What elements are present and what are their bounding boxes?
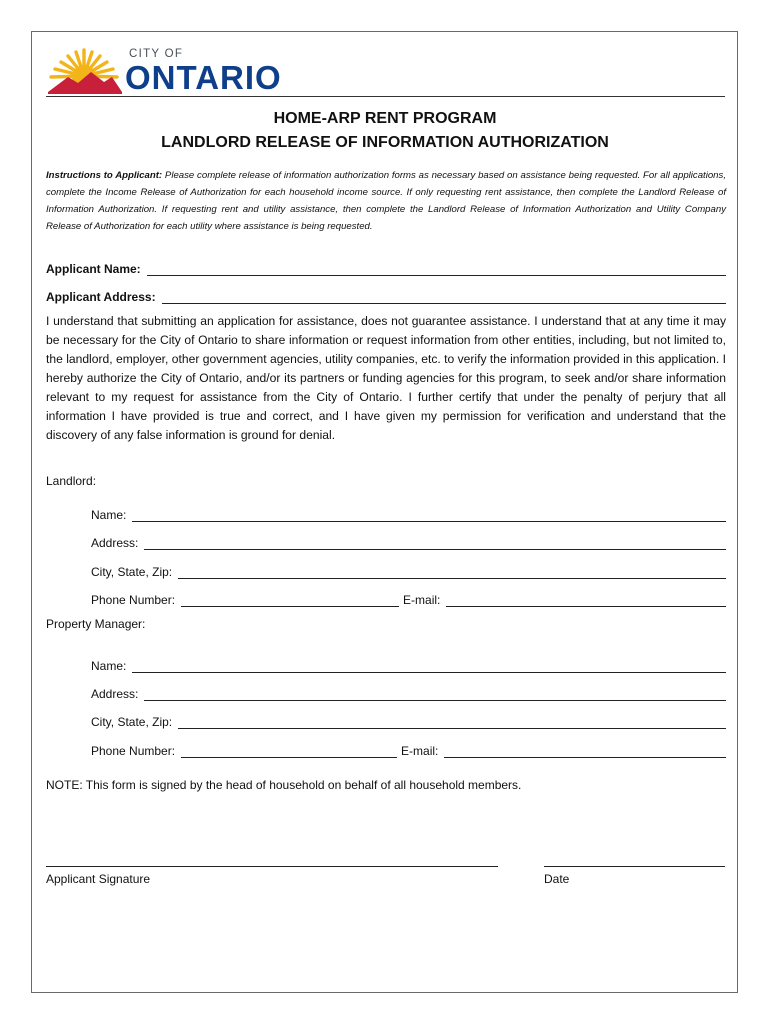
city-of-ontario-logo — [46, 46, 296, 98]
applicant-name-label: Applicant Name: — [46, 262, 141, 276]
landlord-phone-field[interactable] — [181, 593, 399, 607]
pm-city-row — [91, 709, 726, 729]
form-subtitle: LANDLORD RELEASE OF INFORMATION AUTHORIZATION — [161, 134, 609, 151]
instructions-body: Please complete release of information authorization forms as necessary based on assistance being requested. For all applications, complete the Income Release of Authorization for each household income source. If only requesting rent assistance, then complete the Landlord Release of Information Authorization. If requesting rent and utility assistance, then complete the Landlord Release of Information Authorization and Utility Company Release of Authorization for each utility where assistance is being requested. — [46, 170, 726, 232]
pm-city-state-zip-field[interactable] — [178, 715, 726, 729]
instructions-lead: Instructions to Applicant: — [46, 170, 163, 181]
applicant-address-field[interactable] — [162, 290, 726, 304]
pm-phone-label: Phone Number: — [91, 744, 176, 758]
pm-phone-field[interactable] — [181, 744, 397, 758]
landlord-phone-label: Phone Number: — [91, 593, 176, 607]
pm-name-label: Name: — [91, 659, 127, 673]
landlord-address-label: Address: — [91, 536, 139, 550]
applicant-address-label: Applicant Address: — [46, 290, 156, 304]
pm-address-row — [91, 681, 726, 701]
landlord-email-label: E-mail: — [403, 593, 441, 607]
pm-email-label: E-mail: — [401, 744, 439, 758]
logo-ontario: ONTARIO — [125, 59, 282, 96]
pm-name-field[interactable] — [132, 659, 726, 673]
logo-city-of: CITY OF — [129, 48, 184, 60]
pm-address-field[interactable] — [144, 687, 726, 701]
pm-contact-row — [91, 738, 726, 758]
applicant-signature-line[interactable] — [46, 866, 498, 867]
landlord-email-field[interactable] — [446, 593, 726, 607]
landlord-name-field[interactable] — [132, 508, 726, 522]
header-divider — [46, 96, 725, 97]
applicant-signature-label: Applicant Signature — [46, 872, 151, 886]
pm-city-label: City, State, Zip: — [91, 715, 173, 729]
pm-email-field[interactable] — [444, 744, 726, 758]
landlord-name-row — [91, 502, 726, 522]
pm-address-label: Address: — [91, 687, 139, 701]
consent-paragraph: I understand that submitting an application for assistance, does not guarantee assistance. I understand that at any time it may be necessary for the City of Ontario to share information or request information from other entities, including, but not limited to, the landlord, employer, other government agencies, utility companies, etc. to verify the information provided in this application. I hereby authorize the City of Ontario, and/or its partners or funding agencies for this program, to seek and/or share information relevant to my request for assistance from the City of Ontario. I further certify that under the penalty of perjury that all information I have provided is true and correct, and I have given my permission for verification and understand that the discovery of any false information is ground for denial. — [46, 314, 726, 442]
household-note: NOTE: This form is signed by the head of household on behalf of all household members. — [46, 778, 522, 792]
property-manager-heading: Property Manager: — [46, 617, 146, 631]
landlord-contact-row — [91, 587, 726, 607]
date-line[interactable] — [544, 866, 725, 867]
date-label: Date — [544, 872, 570, 886]
applicant-name-field[interactable] — [147, 262, 726, 276]
landlord-name-label: Name: — [91, 508, 127, 522]
landlord-city-row — [91, 559, 726, 579]
landlord-address-field[interactable] — [144, 536, 726, 550]
applicant-name-row — [46, 256, 726, 276]
landlord-heading: Landlord: — [46, 474, 97, 488]
landlord-address-row — [91, 530, 726, 550]
form-title: HOME-ARP RENT PROGRAM — [273, 110, 497, 127]
landlord-city-label: City, State, Zip: — [91, 565, 173, 579]
applicant-address-row — [46, 284, 726, 304]
sun-mountain-icon — [46, 46, 124, 96]
landlord-city-state-zip-field[interactable] — [178, 565, 726, 579]
instructions — [46, 167, 726, 235]
pm-name-row — [91, 653, 726, 673]
